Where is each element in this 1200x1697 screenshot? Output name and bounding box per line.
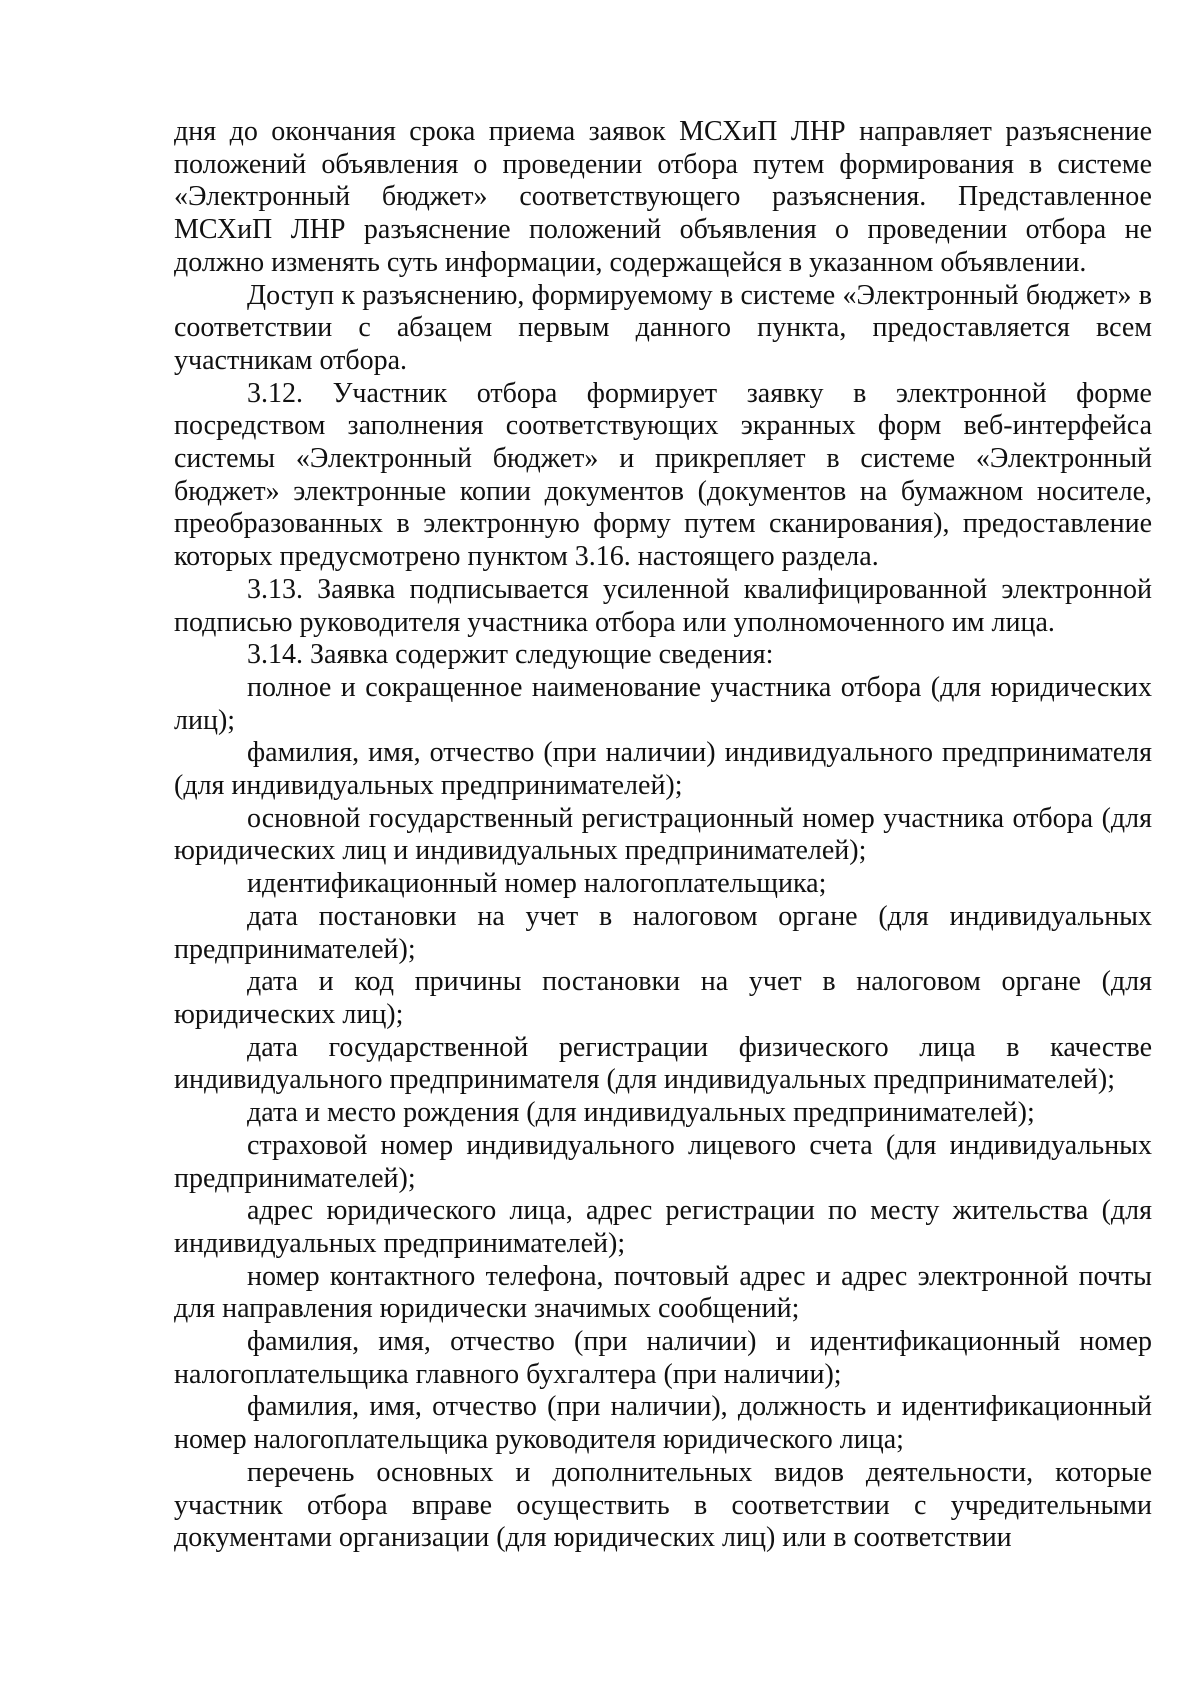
list-item-contacts: номер контактного телефона, почтовый адрес и адрес электронной почты для направления юридически значимых сообщений; [174, 1260, 1152, 1325]
list-item-chief-accountant: фамилия, имя, отчество (при наличии) и идентификационный номер налогоплательщика главного бухгалтера (при наличии); [174, 1326, 1152, 1390]
list-item-snils: страховой номер индивидуального лицевого счета (для индивидуальных предпринимателей); [174, 1129, 1152, 1194]
paragraph-3-14: 3.14. Заявка содержит следующие сведения: [247, 639, 774, 671]
list-item-address: адрес юридического лица, адрес регистрации по месту жительства (для индивидуальных предпринимателей); [174, 1195, 1152, 1259]
list-item-kpp: дата и код причины постановки на учет в налоговом органе (для юридических лиц); [174, 966, 1152, 1030]
paragraph-clarification-intro: дня до окончания срока приема заявок МСХиП ЛНР направляет разъяснение положений объявления о проведении отбора путем формирования в системе «Электронный бюджет» соответствующего разъяснения. Представленное МСХиП ЛНР разъяснение положений объявления о проведении отбора не должно изменять суть информации, содержащейся в указанном объявлении. [174, 116, 1152, 278]
list-item-state-registration-date: дата государственной регистрации физического лица в качестве индивидуального предпринимателя (для индивидуальных предпринимателей); [174, 1031, 1152, 1096]
list-item-entrepreneur-name: фамилия, имя, отчество (при наличии) индивидуального предпринимателя (для индивидуальных предпринимателей); [174, 737, 1152, 802]
list-item-birth-date-place: дата и место рождения (для индивидуальных предпринимателей); [247, 1097, 1035, 1129]
list-item-activities: перечень основных и дополнительных видов деятельности, которые участник отбора вправе осуществить в соответствии с учредительными документами организации (для юридических лиц) или в соответствии [174, 1456, 1152, 1554]
document-page [174, 116, 1152, 1555]
paragraph-clarification-access: Доступ к разъяснению, формируемому в системе «Электронный бюджет» в соответствии с абзацем первым данного пункта, предоставляется всем участникам отбора. [174, 279, 1152, 376]
list-item-inn: идентификационный номер налогоплательщика; [247, 868, 827, 900]
paragraph-3-13: 3.13. Заявка подписывается усиленной квалифицированной электронной подписью руководителя участника отбора или уполномоченного им лица. [174, 573, 1152, 638]
list-item-tax-registration-date: дата постановки на учет в налоговом органе (для индивидуальных предпринимателей); [174, 900, 1152, 965]
paragraph-3-12: 3.12. Участник отбора формирует заявку в электронной форме посредством заполнения соответствующих экранных форм веб-интерфейса системы «Электронный бюджет» и прикрепляет в системе «Электронный бюджет» электронные копии документов (документов на бумажном носителе, преобразованных в электронную форму путем сканирования), предоставление которых предусмотрено пунктом 3.16. настоящего раздела. [174, 377, 1152, 573]
list-item-full-name: полное и сокращенное наименование участника отбора (для юридических лиц); [174, 671, 1152, 736]
list-item-head-of-entity: фамилия, имя, отчество (при наличии), должность и идентификационный номер налогоплательщика руководителя юридического лица; [174, 1391, 1152, 1456]
list-item-ogrn: основной государственный регистрационный номер участника отбора (для юридических лиц и индивидуальных предпринимателей); [174, 802, 1152, 867]
